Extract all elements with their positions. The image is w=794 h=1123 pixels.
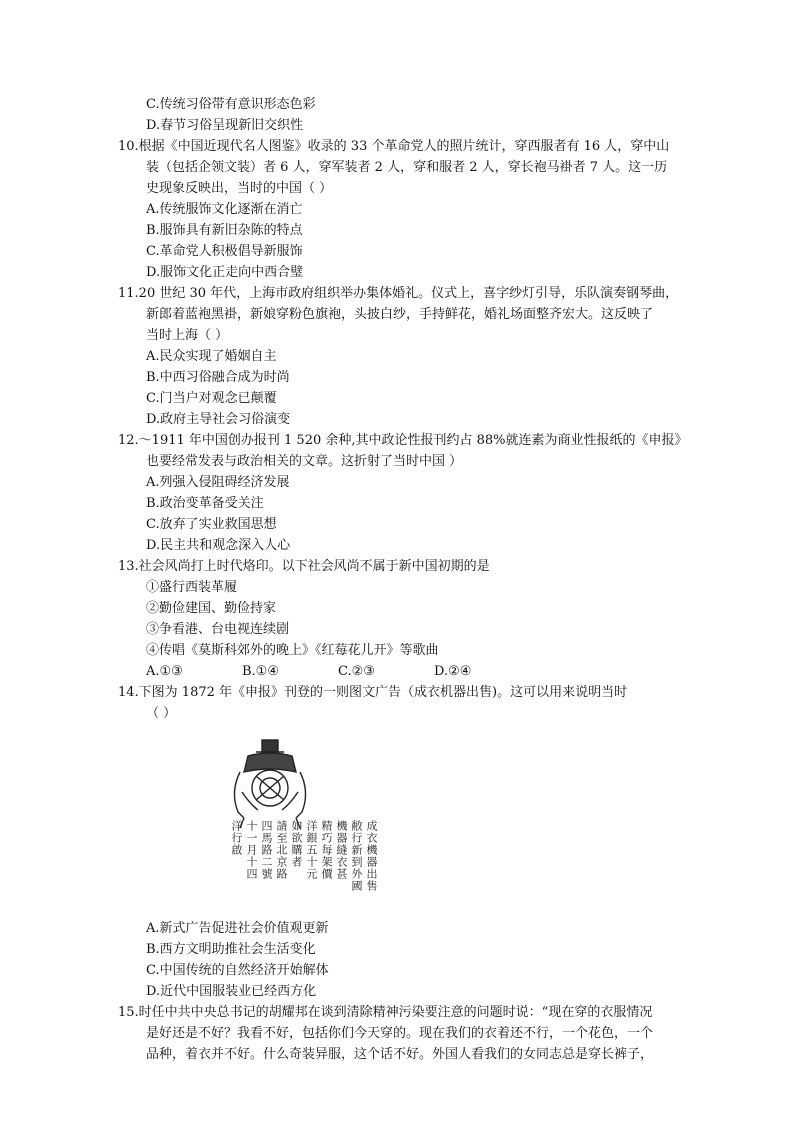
question-stem: 12.～1911 年中国创办报刊 1 520 余种,其中政论性报刊约占 88%就连素为商业性报纸的《申报》 [118, 433, 688, 448]
option-d: D.近代中国服装业已经西方化 [146, 984, 317, 999]
question-13 [118, 556, 698, 682]
question-stem: （ ） [146, 706, 177, 721]
question-stem: 装（包括企领文装）者 6 人，穿军装者 2 人，穿和服者 2 人，穿长袍马褂者 7 人。这一历 [146, 160, 668, 175]
option-a: A.传统服饰文化逐渐在消亡 [146, 202, 303, 217]
question-stem: 品种，着衣并不好。什么奇装异服，这个话不好。外国人看我们的女同志总是穿长裤子， [146, 1047, 654, 1062]
advertisement-text: 洋行啟 十一月十四 四馬路二號 請至北京路 如欲購者 洋銀五十元 精巧每架價 機器縫衣甚 敝行新到外國 成衣機器出售 [230, 820, 378, 892]
option-b: B.西方文明助推社会生活变化 [146, 942, 316, 957]
advertisement-figure [170, 732, 470, 912]
option-c: C.中国传统的自然经济开始解体 [146, 963, 329, 978]
question-stem: 10.根据《中国近现代名人图鉴》收录的 33 个革命党人的照片统计，穿西服者有 16 人，穿中山 [118, 139, 670, 154]
choice-d: D.②④ [434, 664, 472, 679]
option-d: D.服饰文化正走向中西合璧 [146, 265, 304, 280]
option-b: B.政治变革备受关注 [146, 496, 264, 511]
statement-item: ②勤俭建国、勤俭持家 [146, 601, 277, 616]
question-15 [118, 1002, 698, 1065]
option-a: A.民众实现了婚姻自主 [146, 349, 277, 364]
choice-b: B.①④ [242, 664, 279, 679]
option-d: D.春节习俗呈现新旧交织性 [146, 118, 304, 133]
question-14 [118, 682, 698, 1002]
question-content [118, 94, 698, 1065]
question-stem: 13.社会风尚打上时代烙印。以下社会风尚不属于新中国初期的是 [118, 559, 490, 574]
question-stem: 15.时任中共中央总书记的胡耀邦在谈到清除精神污染要注意的问题时说：“现在穿的衣服情况 [118, 1005, 653, 1020]
option-a: A.新式广告促进社会价值观更新 [146, 921, 329, 936]
question-stem: 新郎着蓝袍黑褂，新娘穿粉色旗袍，头披白纱，手持鲜花，婚礼场面整齐宏大。这反映了 [146, 307, 654, 322]
option-a: A.列强入侵阻碍经济发展 [146, 475, 290, 490]
option-d: D.政府主导社会习俗演变 [146, 412, 291, 427]
question-12 [118, 430, 698, 556]
answer-choices [118, 661, 698, 682]
choice-a: A.①③ [146, 664, 183, 679]
option-d: D.民主共和观念深入人心 [146, 538, 291, 553]
question-10 [118, 136, 698, 283]
option-c: C.门当户对观念已颠覆 [146, 391, 277, 406]
statement-item: ③争看港、台电视连续剧 [146, 622, 290, 637]
question-11 [118, 283, 698, 430]
statement-item: ④传唱《莫斯科郊外的晚上》《红莓花儿开》等歌曲 [146, 643, 439, 658]
choice-c: C.②③ [338, 664, 375, 679]
question-stem: 是好还是不好？我看不好，包括你们今天穿的。现在我们的衣着还不行，一个花色，一个 [146, 1026, 654, 1041]
question-stem: 史现象反映出，当时的中国（ ） [146, 181, 333, 196]
option-c: C.革命党人积极倡导新服饰 [146, 244, 303, 259]
option-b: B.服饰具有新旧杂陈的特点 [146, 223, 303, 238]
question-stem: 14.下图为 1872 年《申报》刊登的一则图文广告（成衣机器出售)。这可以用来说明当时 [118, 685, 628, 700]
statement-item: ①盛行西装革履 [146, 580, 238, 595]
option-c: C.放弃了实业救国思想 [146, 517, 277, 532]
option-c: C.传统习俗带有意识形态色彩 [146, 97, 316, 112]
question-stem: 也要经常发表与政治相关的文章。这折射了当时中国 ） [146, 454, 463, 469]
question-stem: 11.20 世纪 30 年代，上海市政府组织举办集体婚礼。仪式上，喜字纱灯引导，乐队演奏钢琴曲， [118, 286, 679, 301]
option-b: B.中西习俗融合成为时尚 [146, 370, 290, 385]
question-stem: 当时上海（ ） [146, 328, 229, 343]
